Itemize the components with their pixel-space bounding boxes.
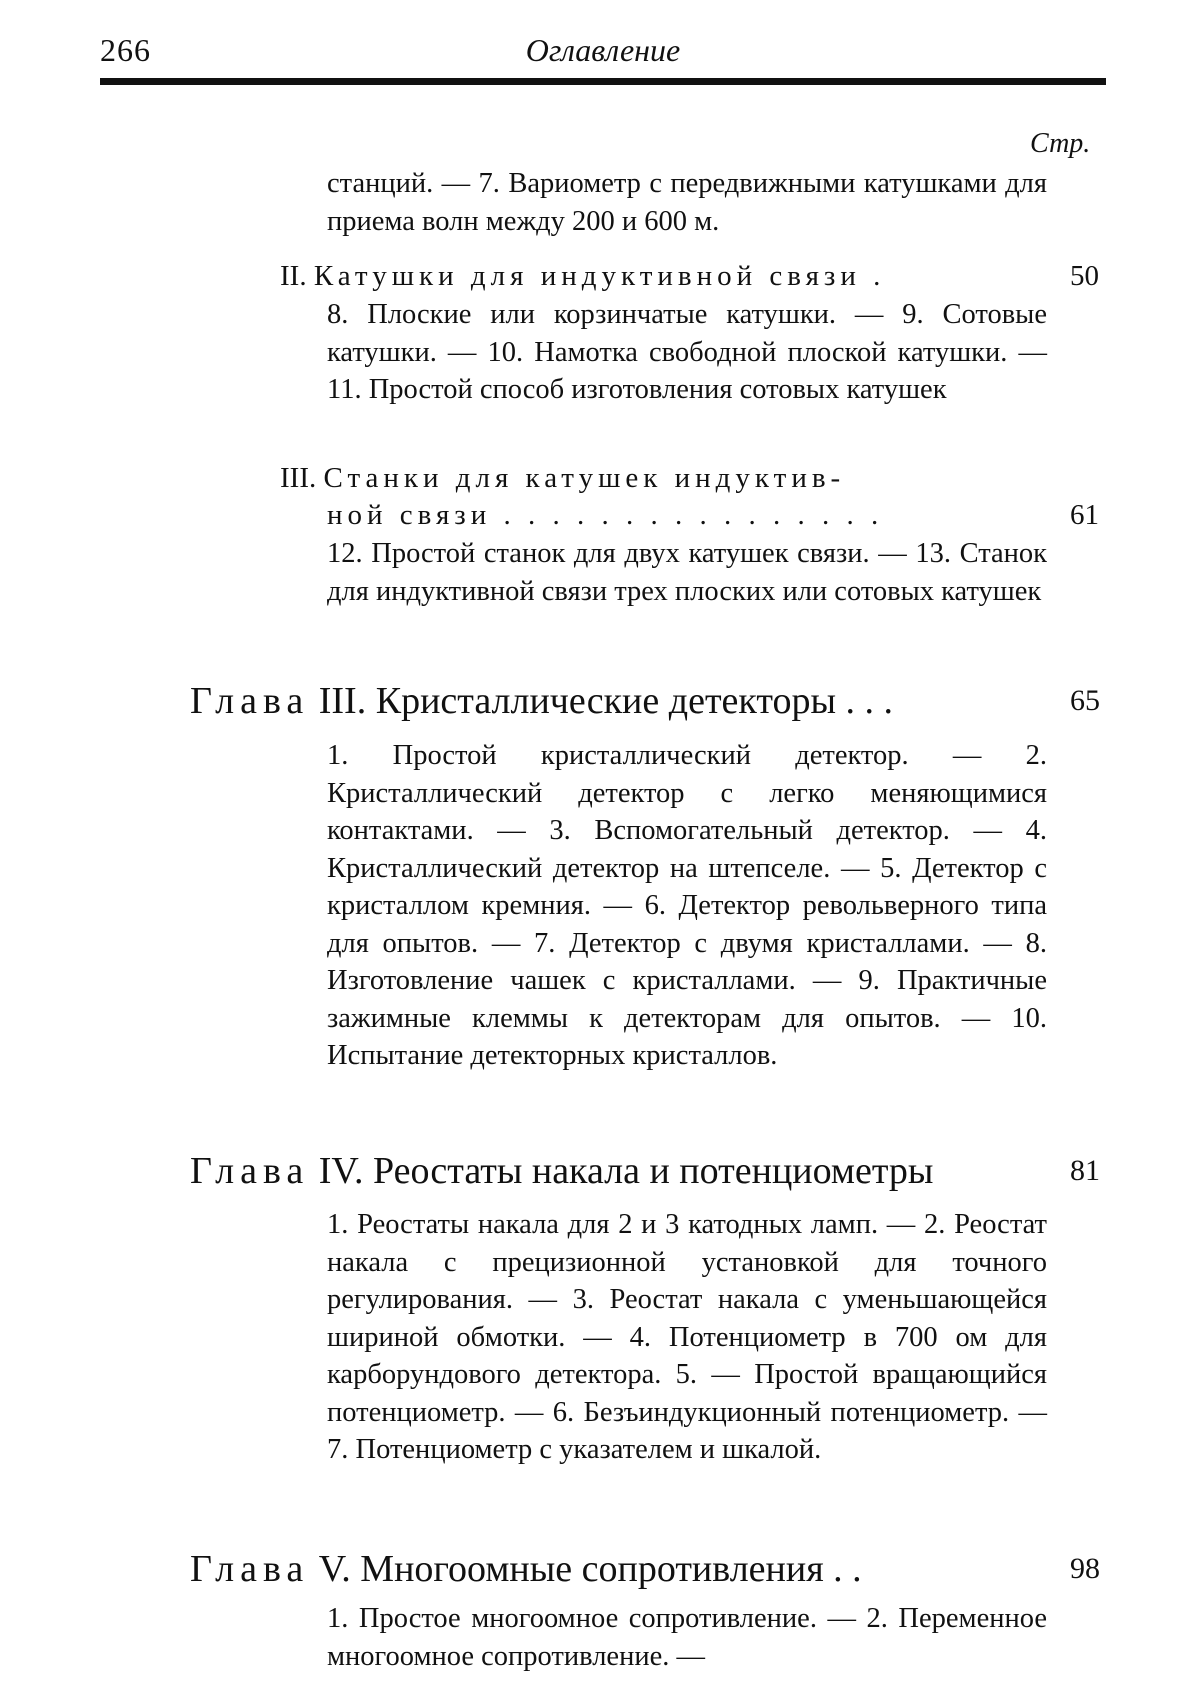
section-2-text: 8. Плоские или корзинчатые катушки. — 9. Сотовые катушки. — 10. Намотка свободной плоской катушки. — 11. Простой способ изготовления сотовых катушек — [327, 299, 1047, 405]
chapter-4-title: Глава IV. Реостаты накала и потенциометры — [190, 1150, 934, 1192]
chapter-5-text: 1. Простое многоомное сопротивление. — 2. Переменное многоомное сопротивление. — — [327, 1603, 1047, 1672]
chapter-3-page: 65 — [1070, 684, 1100, 717]
section-3-page: 61 — [1070, 499, 1099, 531]
chapter-4-page: 81 — [1070, 1154, 1100, 1187]
chapter-4-text: 1. Реостаты накала для 2 и 3 катодных ламп. — 2. Реостат накала с прецизионной установкой для точного регулирования. — 3. Реостат накала с уменьшающейся шириной обмотки. — 4. Потенциометр в 700 ом для карборундового детектора. 5. — Простой вращающийся потенциометр. — 6. Безъиндукционный потенциометр. — 7. Потенциометр с указателем и шкалой. — [327, 1209, 1047, 1465]
section-2-entry — [327, 296, 1047, 409]
chapter-3-entry — [327, 737, 1047, 1075]
page-number: 266 — [100, 32, 151, 68]
chapter-3-text: 1. Простой кристаллический детектор. — 2. Кристаллический детектор с легко меняющимися контактами. — 3. Вспомогательный детектор. — 4. Кристаллический детектор на штепселе. — 5. Детектор с кристаллом кремния. — 6. Детектор револьверного типа для опытов. — 7. Детектор с двумя кристаллами. — 8. Изготовление чашек с кристаллами. — 9. Практичные зажимные клеммы к детекторам для опытов. — 10. Испытание детекторных кристаллов. — [327, 740, 1047, 1071]
continuation-text: станций. — 7. Вариометр с передвижными катушками для приема волн между 200 и 600 м. — [327, 168, 1047, 237]
section-2-title: II. Катушки для индуктивной связи . — [280, 260, 886, 292]
chapter-3-title: Глава III. Кристаллические детекторы . . . — [190, 680, 894, 722]
chapter-4-entry — [327, 1206, 1047, 1469]
chapter-5-title: Глава V. Многоомные сопротивления . . — [190, 1548, 862, 1590]
chapter-5-entry — [327, 1600, 1047, 1675]
chapter-5-page: 98 — [1070, 1552, 1100, 1585]
running-title: Оглавление — [525, 32, 681, 68]
header-rule — [100, 78, 1106, 85]
section-3-entry — [327, 535, 1047, 610]
page-column-header: Стр. — [1030, 128, 1091, 159]
section-3-title: III. Станки для катушек индуктив- — [280, 462, 846, 494]
section-3-text: 12. Простой станок для двух катушек связи. — 13. Станок для индуктивной связи трех плоских или сотовых катушек — [327, 538, 1047, 607]
section-3-title-cont: ной связи . . . . . . . . . . . . . . . . — [327, 499, 884, 531]
section-2-page: 50 — [1070, 260, 1099, 292]
continuation-entry — [327, 165, 1047, 240]
